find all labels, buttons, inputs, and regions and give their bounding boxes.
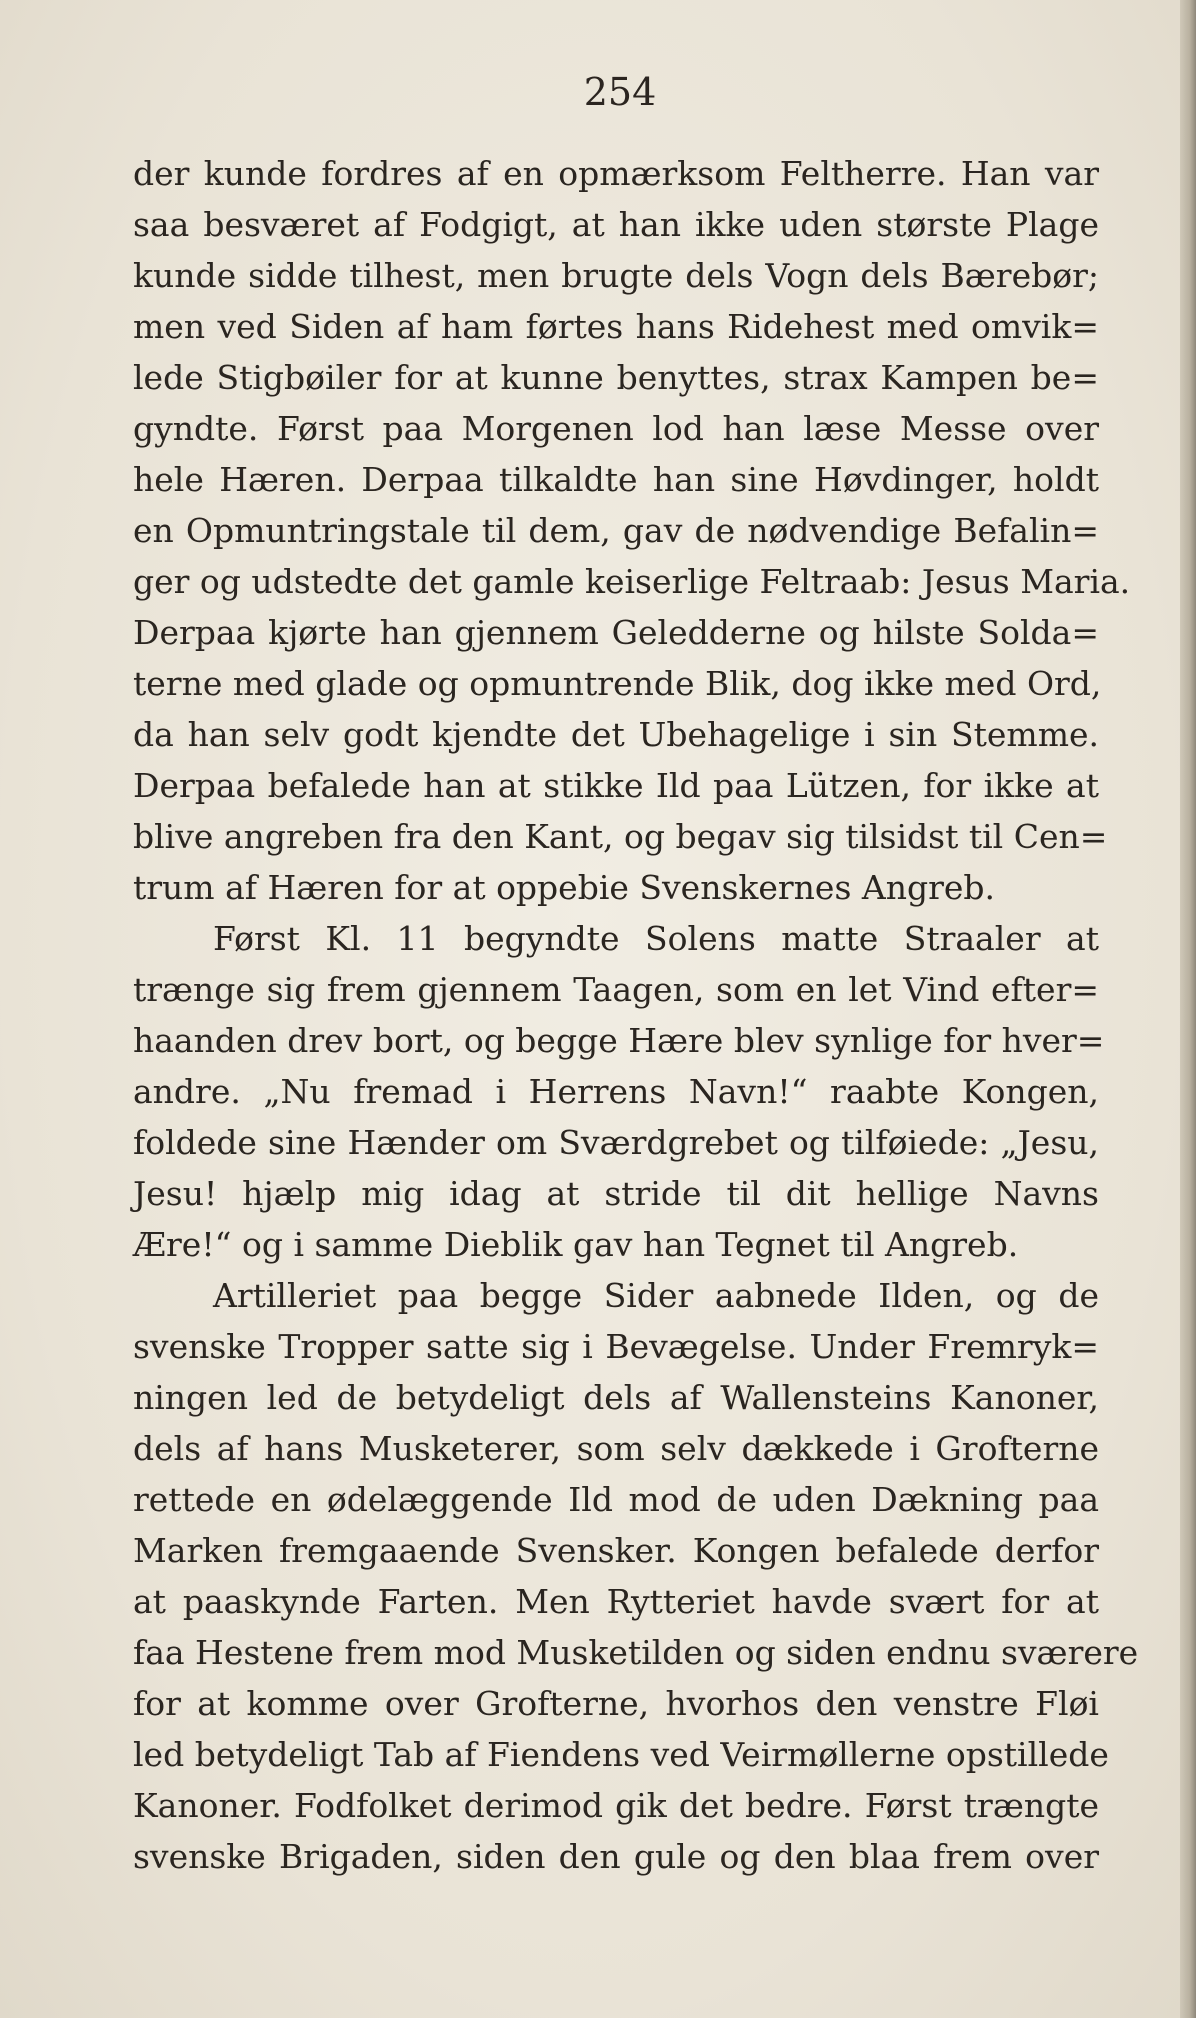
text-line: Artilleriet paa begge Sider aabnede Ilden, og de bbox=[213, 1276, 1099, 1315]
text-line: Derpaa befalede han at stikke Ild paa Lützen, for ikke at bbox=[133, 766, 1099, 805]
text-line: andre. „Nu fremad i Herrens Navn!“ raabte Kongen, bbox=[133, 1072, 1099, 1111]
text-line: terne med glade og opmuntrende Blik, dog ikke med Ord, bbox=[133, 664, 1102, 703]
text-line: Først Kl. 11 begyndte Solens matte Straaler at bbox=[213, 919, 1099, 958]
text-line: en Opmuntringstale til dem, gav de nødvendige Befalin= bbox=[133, 511, 1099, 550]
text-line: Kanoner. Fodfolket derimod gik det bedre. Først trængte bbox=[133, 1786, 1099, 1825]
text-line: ningen led de betydeligt dels af Wallensteins Kanoner, bbox=[133, 1378, 1099, 1417]
text-line: rettede en ødelæggende Ild mod de uden Dækning paa bbox=[133, 1480, 1099, 1519]
text-line: led betydeligt Tab af Fiendens ved Veirmøllerne opstillede bbox=[133, 1735, 1109, 1774]
text-line: at paaskynde Farten. Men Rytteriet havde svært for at bbox=[133, 1582, 1099, 1621]
text-line: svenske Tropper satte sig i Bevægelse. Under Fremryk= bbox=[133, 1327, 1099, 1366]
text-line: da han selv godt kjendte det Ubehagelige i sin Stemme. bbox=[133, 715, 1099, 754]
text-line: haanden drev bort, og begge Hære blev synlige for hver= bbox=[133, 1021, 1105, 1060]
text-line: foldede sine Hænder om Sværdgrebet og tilføiede: „Jesu, bbox=[133, 1123, 1099, 1162]
text-line: for at komme over Grofterne, hvorhos den venstre Fløi bbox=[133, 1684, 1099, 1723]
text-line: Ære!“ og i samme Dieblik gav han Tegnet til Angreb. bbox=[133, 1225, 1019, 1264]
text-line: ger og udstedte det gamle keiserlige Feltraab: Jesus Maria. bbox=[133, 562, 1131, 601]
text-line: blive angreben fra den Kant, og begav sig tilsidst til Cen= bbox=[133, 817, 1108, 856]
text-line: kunde sidde tilhest, men brugte dels Vogn dels Bærebør; bbox=[133, 256, 1099, 295]
page-edge bbox=[1180, 0, 1196, 2018]
body-text bbox=[133, 148, 1139, 1882]
text-line: gyndte. Først paa Morgenen lod han læse Messe over bbox=[133, 409, 1099, 448]
text-line: der kunde fordres af en opmærksom Feltherre. Han var bbox=[133, 154, 1099, 193]
text-line: men ved Siden af ham førtes hans Ridehest med omvik= bbox=[133, 307, 1099, 346]
text-line: faa Hestene frem mod Musketilden og siden endnu sværere bbox=[133, 1633, 1139, 1672]
text-line: trum af Hæren for at oppebie Svenskernes Angreb. bbox=[133, 868, 996, 907]
page-number: 254 bbox=[583, 70, 657, 114]
text-line: hele Hæren. Derpaa tilkaldte han sine Høvdinger, holdt bbox=[133, 460, 1099, 499]
text-line: Jesu! hjælp mig idag at stride til dit hellige Navns bbox=[133, 1174, 1099, 1213]
text-line: trænge sig frem gjennem Taagen, som en let Vind efter= bbox=[133, 970, 1099, 1009]
text-line: dels af hans Musketerer, som selv dækkede i Grofterne bbox=[133, 1429, 1099, 1468]
text-line: Marken fremgaaende Svensker. Kongen befalede derfor bbox=[133, 1531, 1099, 1570]
text-line: saa besværet af Fodgigt, at han ikke uden største Plage bbox=[133, 205, 1099, 244]
text-line: Derpaa kjørte han gjennem Geledderne og hilste Solda= bbox=[133, 613, 1099, 652]
text-line: lede Stigbøiler for at kunne benyttes, strax Kampen be= bbox=[133, 358, 1099, 397]
text-line: svenske Brigaden, siden den gule og den blaa frem over bbox=[133, 1837, 1099, 1876]
